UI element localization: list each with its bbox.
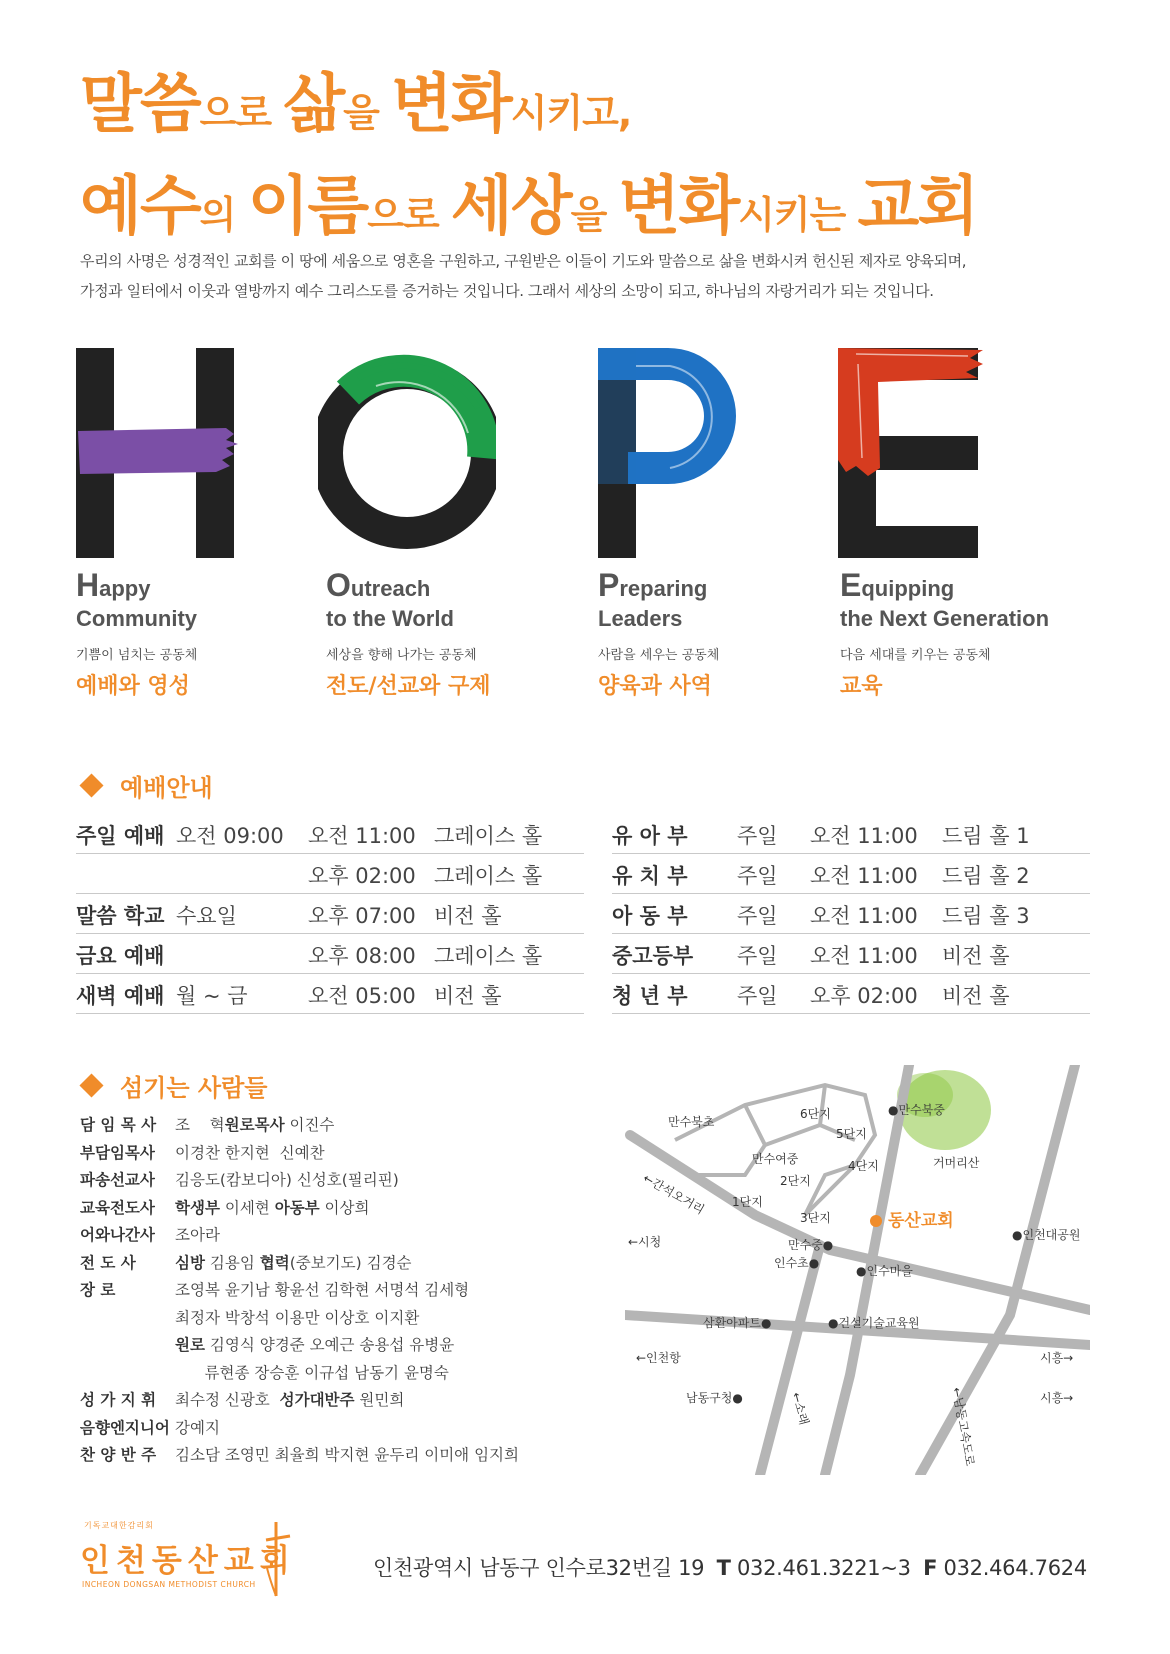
map-label-insu-village: ●인수마을	[856, 1264, 913, 1278]
mission-line-2: 가정과 일터에서 이웃과 열방까지 예수 그리스도를 증거하는 것입니다. 그래서 세상의 소망이 되고, 하나님의 자랑거리가 되는 것입니다.	[80, 282, 934, 300]
staff-role: 부담임목사	[80, 1143, 155, 1162]
map-label-danji4: 4단지	[848, 1159, 879, 1173]
hope-cap-o: O	[326, 567, 351, 603]
worship-section-title: 예배안내	[80, 768, 213, 803]
staff-names	[175, 1361, 449, 1383]
schedule-place: 그레이스 홀	[434, 824, 543, 848]
staff-names	[175, 1141, 325, 1163]
schedule-row	[612, 932, 1090, 974]
staff-names	[175, 1388, 404, 1410]
staff-subrole: 심방	[175, 1253, 205, 1272]
hope-line2-e: the Next Generation	[840, 606, 1050, 631]
hope-ko-small-p: 사람을 세우는 공동체	[598, 648, 720, 663]
staff-names	[175, 1333, 454, 1355]
schedule-day: 주일	[737, 824, 778, 848]
schedule-row	[76, 932, 584, 974]
staff-name-text: 원민희	[354, 1391, 405, 1409]
map-label-church: 동산교회	[888, 1211, 954, 1231]
staff-subrole: 원로목사	[224, 1116, 285, 1134]
staff-role: 장 로	[80, 1281, 116, 1299]
schedule-day: 오전 09:00	[176, 824, 284, 848]
staff-role: 음향엔지니어	[80, 1418, 170, 1437]
schedule-day: 주일	[737, 904, 778, 928]
staff-row	[80, 1361, 600, 1389]
logo-english-name: INCHEON DONGSAN METHODIST CHURCH	[82, 1580, 256, 1589]
footer-t-label: T	[716, 1556, 731, 1580]
staff-name-text: 최정자 박창석 이용만 이상호 이지환	[175, 1308, 420, 1327]
staff-role: 담 임 목 사	[80, 1116, 157, 1134]
map-label-road-sochang: ←소래	[789, 1390, 812, 1427]
staff-row	[80, 1416, 600, 1444]
schedule-place: 드림 홀 1	[942, 824, 1030, 848]
hope-item-e	[840, 567, 1100, 700]
headline-segment: 을	[570, 193, 619, 237]
schedule-label: 말씀 학교	[76, 904, 165, 928]
hope-letter-h	[76, 348, 246, 558]
mission-statement	[80, 246, 1090, 306]
map-label-danji5: 5단지	[836, 1127, 867, 1141]
schedule-row	[76, 972, 584, 1014]
schedule-place: 비전 홀	[942, 944, 1010, 968]
schedule-row	[612, 812, 1090, 854]
staff-section-title: 섬기는 사람들	[80, 1068, 267, 1103]
schedule-label: 주일 예배	[76, 824, 165, 848]
staff-role: 어와나간사	[80, 1226, 155, 1244]
hope-ko-big-h: 예배와 영성	[76, 674, 190, 699]
staff-row	[80, 1278, 600, 1306]
map-label-mansu-north-mid: ●만수북중	[888, 1103, 945, 1117]
staff-name-text: 이상희	[319, 1198, 370, 1217]
schedule-place: 드림 홀 3	[942, 904, 1030, 928]
headline	[80, 62, 1120, 266]
map-label-danji6: 6단지	[800, 1107, 831, 1121]
hope-line2-o: to the World	[326, 606, 454, 631]
staff-name-text: 조영복 윤기남 황윤선 김학현 서명석 김세형	[175, 1281, 470, 1299]
schedule-time: 오후 02:00	[810, 984, 918, 1008]
map-label-incheon-port: ←인천항	[636, 1351, 681, 1365]
map-label-mansu-girls-mid: 만수여중	[752, 1152, 799, 1166]
mission-line-1: 우리의 사명은 성경적인 교회를 이 땅에 세움으로 영혼을 구원하고, 구원받은 이들이 기도와 말씀으로 삶을 변화시켜 헌신된 제자로 양육되며,	[80, 252, 967, 270]
schedule-time: 오전 05:00	[308, 984, 416, 1008]
map-label-expressway: ←남동고속도로	[949, 1386, 978, 1468]
schedule-day: 수요일	[176, 904, 237, 928]
staff-names	[175, 1113, 334, 1135]
diamond-bullet-icon	[79, 1073, 103, 1097]
schedule-time: 오후 07:00	[308, 904, 416, 928]
hope-letter-o	[318, 348, 496, 558]
logo-church-name: 인천동산교회	[80, 1543, 296, 1579]
hope-ko-big-e: 교육	[840, 674, 883, 699]
schedule-place: 비전 홀	[434, 904, 502, 928]
headline-segment: 세상	[450, 170, 571, 244]
headline-line-1	[80, 62, 1120, 164]
schedule-time: 오후 08:00	[308, 944, 416, 968]
map-label-mansu-north-elem: 만수북초	[668, 1115, 715, 1129]
cross-icon	[264, 1520, 294, 1598]
staff-row	[80, 1443, 600, 1471]
staff-name-text: 김응도(캄보디아) 신성호(필리핀)	[175, 1171, 399, 1189]
staff-row	[80, 1141, 600, 1169]
staff-names	[175, 1443, 519, 1465]
schedule-time: 오전 11:00	[810, 904, 918, 928]
staff-row	[80, 1196, 600, 1224]
map-label-geomeori: 거머리산	[933, 1156, 980, 1170]
staff-names	[175, 1168, 399, 1190]
map-label-incheon-park: ●인천대공원	[1012, 1228, 1081, 1242]
staff-list	[80, 1113, 600, 1471]
staff-names	[175, 1278, 469, 1300]
headline-segment: 의	[199, 193, 248, 237]
staff-names	[175, 1196, 369, 1218]
schedule-label: 중고등부	[612, 944, 694, 968]
footer-contact	[373, 1552, 1087, 1582]
staff-subrole: 성가대반주	[279, 1391, 355, 1409]
schedule-label: 금요 예배	[76, 944, 165, 968]
headline-segment: 시키는	[738, 193, 858, 237]
schedule-row	[612, 972, 1090, 1014]
staff-row	[80, 1306, 600, 1334]
hope-ko-small-e: 다음 세대를 키우는 공동체	[840, 648, 991, 663]
map-label-construction: ●건설기술교육원	[828, 1316, 920, 1330]
staff-names	[175, 1416, 220, 1438]
footer-fax: 032.464.7624	[943, 1556, 1087, 1580]
staff-name-text: 김용임	[204, 1253, 260, 1272]
schedule-place: 비전 홀	[942, 984, 1010, 1008]
schedule-day: 주일	[737, 944, 778, 968]
staff-name-text: 최수정 신광호	[175, 1391, 280, 1409]
footer-phone[interactable]: 032.461.3221~3	[737, 1556, 911, 1580]
map-label-siheung2: 시흥→	[1040, 1391, 1074, 1405]
staff-role: 교육전도사	[80, 1198, 155, 1217]
hope-item-p	[598, 567, 858, 700]
hope-cap-h: H	[76, 567, 100, 603]
schedule-label: 유 치 부	[612, 864, 688, 888]
staff-role: 성 가 지 휘	[80, 1391, 157, 1409]
staff-name-text: 이경찬 한지현 신예찬	[175, 1143, 325, 1162]
schedule-day: 월 ~ 금	[176, 984, 248, 1008]
staff-row	[80, 1251, 600, 1279]
staff-name-text: 조아라	[175, 1226, 220, 1244]
hope-rest-o: utreach	[350, 576, 431, 601]
logo-denomination: 기독교대한감리회	[84, 1521, 154, 1530]
map-label-samhwan: 삼환아파트●	[703, 1316, 772, 1330]
hope-cap-p: P	[598, 567, 620, 603]
schedule-label: 유 아 부	[612, 824, 688, 848]
headline-segment: 예수	[80, 170, 200, 244]
headline-segment: 시키고,	[510, 91, 632, 135]
staff-name-text: 이진수	[284, 1116, 335, 1134]
church-location-marker-icon	[870, 1215, 882, 1227]
hope-rest-p: reparing	[619, 576, 708, 601]
hope-ko-big-o: 전도/선교와 구제	[326, 674, 491, 699]
hope-line2-p: Leaders	[598, 606, 683, 631]
hope-rest-h: appy	[99, 576, 151, 601]
hope-ko-small-h: 기쁨이 넘치는 공동체	[76, 648, 198, 663]
hope-ko-small-o: 세상을 향해 나가는 공동체	[326, 648, 477, 663]
hope-ko-big-p: 양육과 사역	[598, 674, 712, 699]
schedule-day: 주일	[737, 984, 778, 1008]
staff-row	[80, 1333, 600, 1361]
schedule-row	[76, 812, 584, 854]
schedule-time: 오전 11:00	[810, 944, 918, 968]
staff-name-text: 김소담 조영민 최율희 박지현 윤두리 이미애 임지희	[175, 1446, 519, 1464]
hope-item-h	[76, 567, 336, 700]
map-label-mansu-mid: 만수중●	[788, 1238, 834, 1252]
staff-names	[175, 1223, 220, 1245]
hope-line2-h: Community	[76, 606, 197, 631]
schedule-label: 새벽 예배	[76, 984, 165, 1008]
schedule-day: 주일	[737, 864, 778, 888]
staff-row	[80, 1168, 600, 1196]
headline-segment: 삶	[283, 68, 344, 142]
map-label-city-hall-left: ←시청	[628, 1235, 662, 1249]
staff-row	[80, 1113, 600, 1141]
staff-name-text: 류현종 장승훈 이규섭 남동기 윤명숙	[175, 1363, 449, 1382]
hope-cap-e: E	[840, 567, 862, 603]
headline-segment: 으로	[199, 91, 284, 135]
map-label-namdong-office: 남동구청●	[686, 1391, 743, 1405]
hope-letter-p	[598, 348, 768, 558]
schedule-time: 오전 11:00	[308, 824, 416, 848]
headline-segment: 말씀	[80, 68, 200, 142]
staff-name-text: 조 혁	[175, 1116, 225, 1134]
staff-role: 찬 양 반 주	[80, 1446, 157, 1464]
headline-segment: 이름	[247, 170, 368, 244]
schedule-row	[612, 852, 1090, 894]
map-label-danji3: 3단지	[800, 1211, 831, 1225]
hope-letter-e	[838, 348, 983, 558]
schedule-time: 오전 11:00	[810, 864, 918, 888]
schedule-label: 청 년 부	[612, 984, 688, 1008]
schedule-place: 그레이스 홀	[434, 944, 543, 968]
map-label-ganseok: ←간석오거리	[640, 1170, 707, 1217]
staff-name-text: 이세현	[219, 1198, 275, 1217]
church-logo	[80, 1520, 296, 1589]
staff-names	[175, 1306, 419, 1328]
map-label-danji2: 2단지	[780, 1174, 811, 1188]
footer-address: 인천광역시 남동구 인수로32번길 19	[373, 1556, 705, 1580]
headline-segment: 을	[343, 91, 392, 135]
staff-names	[175, 1251, 412, 1273]
schedule-place: 그레이스 홀	[434, 864, 543, 888]
schedule-time: 오전 11:00	[810, 824, 918, 848]
schedule-label: 아 동 부	[612, 904, 688, 928]
headline-segment: 변화	[618, 170, 739, 244]
hope-item-o	[326, 567, 586, 700]
staff-name-text: 강예지	[175, 1418, 220, 1437]
headline-segment: 변화	[391, 68, 511, 142]
staff-name-text: 김영식 양경준 오예근 송용섭 유병윤	[204, 1336, 455, 1354]
diamond-bullet-icon	[79, 773, 103, 797]
headline-segment: 으로	[367, 193, 451, 237]
staff-subrole: 학생부	[175, 1198, 220, 1217]
map-church-marker	[870, 1206, 954, 1231]
schedule-time: 오후 02:00	[308, 864, 416, 888]
schedule-row	[612, 892, 1090, 934]
staff-role: 파송선교사	[80, 1171, 155, 1189]
map-label-insu-elem: 인수초●	[774, 1256, 820, 1270]
staff-name-text: (중보기도) 김경순	[289, 1253, 412, 1272]
map-label-siheung1: 시흥→	[1040, 1351, 1074, 1365]
staff-role: 전 도 사	[80, 1253, 136, 1272]
footer-f-label: F	[923, 1556, 938, 1580]
staff-row	[80, 1388, 600, 1416]
staff-subrole: 아동부	[274, 1198, 320, 1217]
schedule-row	[76, 852, 584, 894]
map-label-danji1: 1단지	[732, 1195, 763, 1209]
headline-segment: 교회	[857, 170, 978, 244]
hope-rest-e: quipping	[861, 576, 955, 601]
schedule-place: 비전 홀	[434, 984, 502, 1008]
schedule-row	[76, 892, 584, 934]
staff-subrole: 원로	[175, 1336, 205, 1354]
staff-subrole: 협력	[259, 1253, 290, 1272]
schedule-place: 드림 홀 2	[942, 864, 1030, 888]
staff-row	[80, 1223, 600, 1251]
